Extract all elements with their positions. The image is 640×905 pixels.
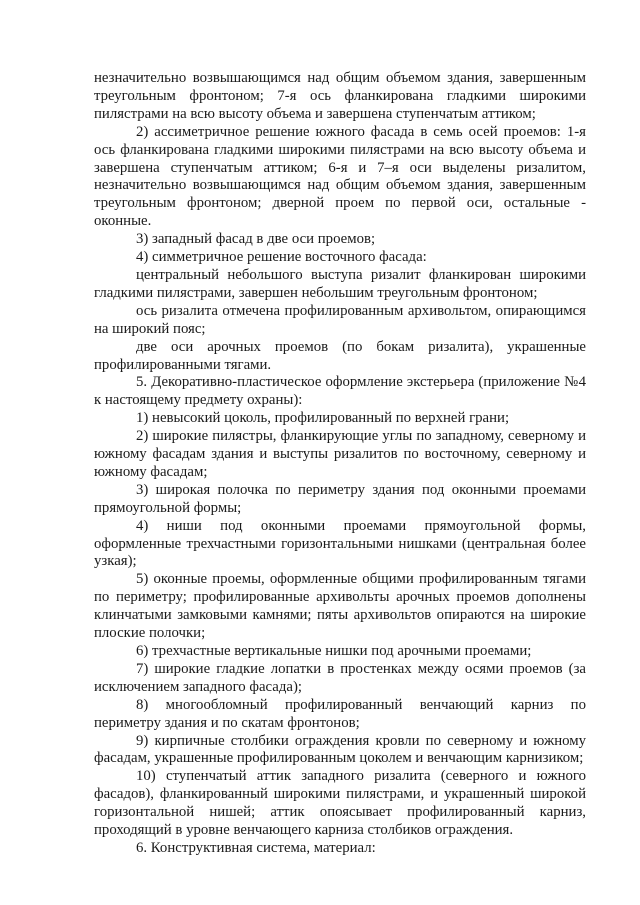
paragraph-risalit-axis: ось ризалита отмечена профилированным архивольтом, опирающимся на широкий пояс; bbox=[94, 302, 586, 337]
list-item-plinth: 1) невысокий цоколь, профилированный по верхней грани; bbox=[136, 410, 510, 427]
list-item-window-openings: 5) оконные проемы, оформленные общими профилированным тягами по периметру; профилированные архивольты арочных проемов дополнены клинчатыми замковыми камнями; пяты архивольтов опираются на широкие плоские полочки; bbox=[94, 571, 586, 642]
list-item-lesenes: 7) широкие гладкие лопатки в простенках между осями проемов (за исключением западного фасада); bbox=[94, 660, 586, 695]
section-heading-decorative: 5. Декоративно-пластическое оформление экстерьера (приложение №4 к настоящему предмету охраны): bbox=[94, 374, 586, 409]
list-item-attic: 10) ступенчатый аттик западного ризалита (северного и южного фасадов), фланкированный широкими пилястрами, и украшенный широкой горизонтальной нишей; аттик опоясывает профилированный карниз, проходящий в уровне венчающего карниза столбиков ограждения. bbox=[94, 768, 586, 839]
paragraph-south-facade: 2) ассиметричное решение южного фасада в семь осей проемов: 1-я ось фланкирована гладкими широкими пилястрами на всю высоту объема и завершена ступенчатым аттиком; 6-я и 7–я оси выделены ризалитом, незначительно возвышающимся над общим объемом здания, завершенным треугольным фронтоном; дверной проем по первой оси, остальные - оконные. bbox=[94, 123, 586, 230]
document-body bbox=[94, 70, 586, 858]
paragraph-arched-openings: две оси арочных проемов (по бокам ризалита), украшенные профилированными тягами. bbox=[94, 338, 586, 373]
paragraph-east-facade: 4) симметричное решение восточного фасада: bbox=[136, 249, 427, 266]
list-item-niches: 4) ниши под оконными проемами прямоугольной формы, оформленные трехчастными горизонтальными нишками (центральная более узкая); bbox=[94, 517, 586, 570]
list-item-cornice: 8) многообломный профилированный венчающий карниз по периметру здания и по скатам фронтонов; bbox=[94, 696, 586, 731]
list-item-pilasters: 2) широкие пилястры, фланкирующие углы по западному, северному и южному фасадам здания и выступы ризалитов по восточному, северному и южному фасадам; bbox=[94, 428, 586, 480]
paragraph-central-risalit: центральный небольшого выступа ризалит фланкирован широкими гладкими пилястрами, завершен небольшим треугольным фронтоном; bbox=[94, 266, 586, 301]
list-item-vertical-niches: 6) трехчастные вертикальные нишки под арочными проемами; bbox=[136, 643, 532, 659]
section-heading-construction: 6. Конструктивная система, материал: bbox=[136, 839, 376, 856]
list-item-shelf: 3) широкая полочка по периметру здания под оконными проемами прямоугольной формы; bbox=[94, 481, 586, 516]
paragraph-continuation: незначительно возвышающимся над общим объемом здания, завершенным треугольным фронтоном; 7-я ось фланкирована гладкими широкими пилястрами на всю высоту объема и завершена ступенчатым аттиком; bbox=[94, 70, 586, 122]
list-item-brick-posts: 9) кирпичные столбики ограждения кровли по северному и южному фасадам, украшенные профилированным цоколем и венчающим карнизиком; bbox=[94, 732, 586, 767]
paragraph-west-facade: 3) западный фасад в две оси проемов; bbox=[136, 231, 376, 248]
